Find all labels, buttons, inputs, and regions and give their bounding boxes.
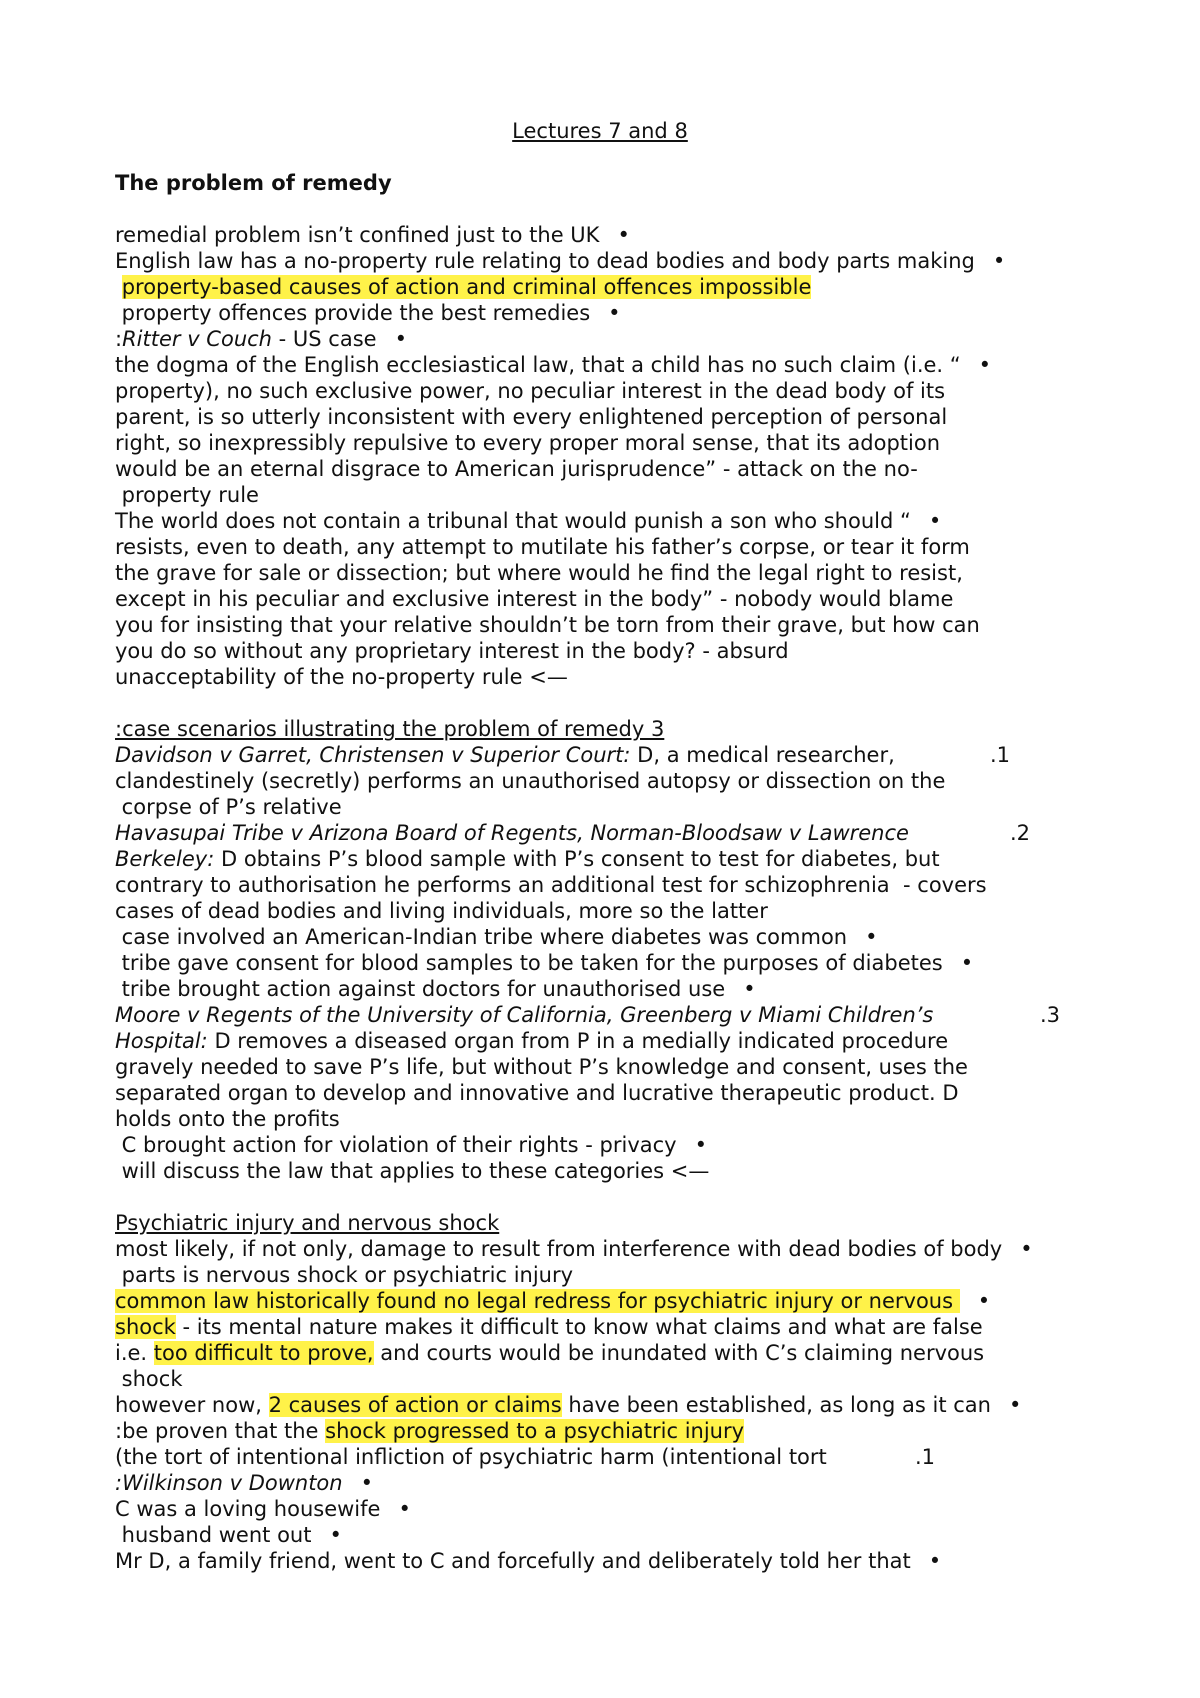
line-text bbox=[115, 950, 943, 976]
text-segment: Wilkinson v Downton bbox=[122, 1471, 343, 1495]
bullet-marker: • bbox=[992, 249, 1006, 273]
text-segment: Psychiatric injury and nervous shock bbox=[115, 1211, 500, 1235]
text-line bbox=[0, 1548, 1200, 1574]
text-segment: tribe brought action against doctors for unauthorised use bbox=[115, 977, 726, 1001]
text-segment: D removes a diseased organ from P in a medially indicated procedure bbox=[207, 1029, 949, 1053]
text-line bbox=[0, 1366, 1200, 1392]
text-line bbox=[0, 846, 1200, 872]
text-segment: Mr D, a family friend, went to C and forcefully and deliberately told her that bbox=[115, 1549, 911, 1573]
line-text bbox=[115, 1002, 933, 1028]
text-segment: : bbox=[115, 327, 123, 351]
text-segment: except in his peculiar and exclusive interest in the body” - nobody would blame bbox=[115, 587, 954, 611]
text-segment: corpse of P’s relative bbox=[115, 795, 342, 819]
text-line bbox=[0, 560, 1200, 586]
line-text bbox=[115, 768, 945, 794]
text-segment: English law has a no-property rule relating to dead bodies and body parts making bbox=[115, 249, 975, 273]
text-segment: and courts would be inundated with C’s claiming nervous bbox=[373, 1341, 985, 1365]
line-text bbox=[115, 638, 789, 664]
bullet-marker: • bbox=[398, 1497, 411, 1521]
line-text bbox=[115, 924, 847, 950]
text-line bbox=[0, 482, 1200, 508]
blank-line bbox=[0, 1184, 1200, 1210]
text-segment: : bbox=[115, 1471, 123, 1495]
bullet-marker: • bbox=[978, 353, 992, 377]
text-line bbox=[0, 378, 1200, 404]
text-line bbox=[0, 872, 1200, 898]
bullet-marker: • bbox=[977, 1289, 991, 1313]
text-line bbox=[0, 664, 1200, 690]
bullet-marker: • bbox=[960, 951, 974, 975]
section-heading: The problem of remedy bbox=[115, 171, 392, 195]
text-line bbox=[0, 586, 1200, 612]
line-text bbox=[115, 1132, 677, 1158]
text-segment: cases of dead bodies and living individuals, more so the latter bbox=[115, 899, 768, 923]
line-text bbox=[115, 1522, 311, 1548]
line-text bbox=[115, 1288, 960, 1314]
text-line bbox=[0, 612, 1200, 638]
text-line bbox=[0, 820, 1200, 846]
bullet-marker: • bbox=[865, 925, 878, 949]
line-text bbox=[115, 1496, 380, 1522]
text-segment: Moore v Regents of the University of California, Greenberg v Miami Children’s bbox=[115, 1003, 934, 1027]
text-segment: unacceptability of the no-property rule <— bbox=[115, 665, 568, 689]
line-text bbox=[115, 1470, 343, 1496]
line-text bbox=[115, 1366, 182, 1392]
bullet-marker: • bbox=[928, 509, 942, 533]
text-line bbox=[0, 1028, 1200, 1054]
text-segment: parent, is so utterly inconsistent with every enlightened perception of personal bbox=[115, 405, 948, 429]
text-line bbox=[0, 1392, 1200, 1418]
text-segment: husband went out bbox=[115, 1523, 312, 1547]
line-text bbox=[115, 612, 980, 638]
text-line bbox=[0, 352, 1200, 378]
line-text bbox=[115, 1106, 340, 1132]
list-number: .1 bbox=[990, 743, 1011, 767]
text-line bbox=[0, 1444, 1200, 1470]
line-text bbox=[115, 820, 909, 846]
text-segment: D, a medical researcher, bbox=[630, 743, 895, 767]
bullet-marker: • bbox=[743, 977, 756, 1001]
text-line bbox=[0, 1496, 1200, 1522]
text-line bbox=[0, 924, 1200, 950]
text-segment: The world does not contain a tribunal that would punish a son who should “ bbox=[115, 509, 911, 533]
text-segment: resists, even to death, any attempt to mutilate his father’s corpse, or tear it form bbox=[115, 535, 970, 559]
text-segment: would be an eternal disgrace to American jurisprudence” - attack on the no- bbox=[115, 457, 918, 481]
text-segment: Berkeley: bbox=[115, 847, 215, 871]
text-line bbox=[0, 274, 1200, 300]
text-segment: property rule bbox=[115, 483, 259, 507]
text-line bbox=[0, 1236, 1200, 1262]
line-text bbox=[115, 586, 953, 612]
line-text bbox=[115, 1054, 968, 1080]
line-text bbox=[115, 1444, 827, 1470]
text-segment: right, so inexpressibly repulsive to every proper moral sense, that its adoption bbox=[115, 431, 941, 455]
text-segment: will discuss the law that applies to these categories <— bbox=[115, 1159, 710, 1183]
text-line bbox=[0, 1054, 1200, 1080]
text-line bbox=[0, 1288, 1200, 1314]
highlighted-text: shock progressed to a psychiatric injury bbox=[325, 1419, 745, 1443]
bullet-marker: • bbox=[617, 223, 630, 247]
list-number: .2 bbox=[1010, 821, 1031, 845]
line-text bbox=[115, 326, 377, 352]
text-line bbox=[0, 222, 1200, 248]
text-line bbox=[0, 1002, 1200, 1028]
text-segment: parts is nervous shock or psychiatric injury bbox=[115, 1263, 574, 1287]
text-line bbox=[0, 768, 1200, 794]
line-text bbox=[115, 404, 947, 430]
text-segment: remedial problem isn’t confined just to the UK bbox=[115, 223, 600, 247]
text-segment: :case scenarios illustrating the problem of remedy 3 bbox=[115, 717, 665, 741]
bullet-marker: • bbox=[608, 301, 621, 325]
text-line bbox=[0, 1158, 1200, 1184]
text-line bbox=[0, 1522, 1200, 1548]
text-line bbox=[0, 326, 1200, 352]
text-segment: :be proven that the bbox=[115, 1419, 326, 1443]
text-segment: Ritter v Couch bbox=[122, 327, 272, 351]
text-segment: (the tort of intentional infliction of psychiatric harm (intentional tort bbox=[115, 1445, 827, 1469]
line-text bbox=[115, 1236, 1002, 1262]
line-text bbox=[115, 1158, 709, 1184]
text-line bbox=[0, 950, 1200, 976]
text-segment: shock bbox=[115, 1367, 183, 1391]
text-line bbox=[0, 638, 1200, 664]
text-line bbox=[0, 1262, 1200, 1288]
text-segment: i.e. bbox=[115, 1341, 154, 1365]
line-text bbox=[115, 1262, 573, 1288]
text-segment: Davidson v Garret, Christensen v Superior Court: bbox=[115, 743, 631, 767]
line-text bbox=[115, 560, 963, 586]
text-segment: - its mental nature makes it difficult to know what claims and what are false bbox=[175, 1315, 983, 1339]
text-segment: D obtains P’s blood sample with P’s consent to test for diabetes, but bbox=[214, 847, 940, 871]
highlighted-text: property-based causes of action and criminal offences impossible bbox=[121, 275, 812, 299]
line-text bbox=[115, 1080, 959, 1106]
text-segment: property offences provide the best remedies bbox=[115, 301, 591, 325]
line-text bbox=[115, 1340, 984, 1366]
text-line bbox=[0, 248, 1200, 274]
list-number: .1 bbox=[915, 1445, 936, 1469]
text-segment: clandestinely (secretly) performs an unauthorised autopsy or dissection on the bbox=[115, 769, 946, 793]
bullet-marker: • bbox=[329, 1523, 342, 1547]
text-segment: contrary to authorisation he performs an additional test for schizophrenia - covers bbox=[115, 873, 987, 897]
line-text bbox=[115, 1548, 911, 1574]
line-text bbox=[115, 794, 342, 820]
text-line bbox=[0, 1470, 1200, 1496]
text-segment: the dogma of the English ecclesiastical law, that a child has no such claim (i.e. “ bbox=[115, 353, 961, 377]
text-line bbox=[0, 1132, 1200, 1158]
highlighted-text: too difficult to prove, bbox=[153, 1341, 374, 1365]
text-segment: gravely needed to save P’s life, but without P’s knowledge and consent, uses the bbox=[115, 1055, 968, 1079]
line-text bbox=[115, 482, 259, 508]
highlighted-text: shock bbox=[115, 1315, 176, 1339]
text-segment: have been established, as long as it can bbox=[561, 1393, 991, 1417]
text-line bbox=[0, 534, 1200, 560]
highlighted-text: 2 causes of action or claims bbox=[268, 1393, 562, 1417]
line-text bbox=[115, 1028, 948, 1054]
line-text bbox=[115, 872, 987, 898]
blank-line bbox=[0, 690, 1200, 716]
line-text bbox=[115, 898, 768, 924]
text-segment: you do so without any proprietary interest in the body? - absurd bbox=[115, 639, 789, 663]
line-text bbox=[115, 1314, 983, 1340]
text-segment: holds onto the profits bbox=[115, 1107, 340, 1131]
bullet-marker: • bbox=[360, 1471, 373, 1495]
line-text bbox=[115, 274, 811, 300]
text-segment: Havasupai Tribe v Arizona Board of Regents, Norman-Bloodsaw v Lawrence bbox=[115, 821, 909, 845]
text-line bbox=[0, 898, 1200, 924]
text-line bbox=[0, 1314, 1200, 1340]
text-segment: Hospital: bbox=[115, 1029, 208, 1053]
text-line bbox=[0, 716, 1200, 742]
line-text bbox=[115, 976, 725, 1002]
text-segment: C brought action for violation of their rights - privacy bbox=[115, 1133, 677, 1157]
text-segment: the grave for sale or dissection; but where would he find the legal right to resist, bbox=[115, 561, 963, 585]
bullet-marker: • bbox=[1008, 1393, 1022, 1417]
bullet-marker: • bbox=[394, 327, 407, 351]
line-text bbox=[115, 846, 940, 872]
line-text bbox=[115, 222, 599, 248]
text-segment: case involved an American-Indian tribe where diabetes was common bbox=[115, 925, 848, 949]
highlighted-text: common law historically found no legal redress for psychiatric injury or nervous bbox=[115, 1289, 960, 1313]
line-text bbox=[115, 456, 918, 482]
bullet-marker: • bbox=[928, 1549, 942, 1573]
text-line bbox=[0, 1210, 1200, 1236]
line-text bbox=[115, 742, 895, 768]
text-line bbox=[0, 742, 1200, 768]
text-line bbox=[0, 430, 1200, 456]
text-line bbox=[0, 1418, 1200, 1444]
text-line bbox=[0, 456, 1200, 482]
text-line bbox=[0, 1080, 1200, 1106]
line-text bbox=[115, 534, 970, 560]
text-line bbox=[0, 1106, 1200, 1132]
line-text bbox=[115, 508, 911, 534]
text-line bbox=[0, 300, 1200, 326]
bullet-marker: • bbox=[694, 1133, 707, 1157]
text-line bbox=[0, 794, 1200, 820]
line-text bbox=[115, 378, 945, 404]
line-text bbox=[115, 1210, 499, 1236]
list-number: .3 bbox=[1040, 1003, 1061, 1027]
text-segment bbox=[115, 275, 122, 299]
text-line bbox=[0, 976, 1200, 1002]
text-line bbox=[0, 508, 1200, 534]
text-line bbox=[0, 1340, 1200, 1366]
text-segment: tribe gave consent for blood samples to be taken for the purposes of diabetes bbox=[115, 951, 943, 975]
line-text bbox=[115, 248, 975, 274]
line-text bbox=[115, 1418, 744, 1444]
line-text bbox=[115, 1392, 991, 1418]
text-segment: C was a loving housewife bbox=[115, 1497, 381, 1521]
text-segment: separated organ to develop and innovative and lucrative therapeutic product. D bbox=[115, 1081, 959, 1105]
text-segment: - US case bbox=[271, 327, 377, 351]
page-title: Lectures 7 and 8 bbox=[512, 119, 688, 143]
line-text bbox=[115, 300, 590, 326]
text-segment: you for insisting that your relative shouldn’t be torn from their grave, but how can bbox=[115, 613, 980, 637]
bullet-marker: • bbox=[1020, 1237, 1033, 1261]
line-text bbox=[115, 664, 568, 690]
text-line bbox=[0, 404, 1200, 430]
text-segment: most likely, if not only, damage to result from interference with dead bodies of body bbox=[115, 1237, 1003, 1261]
text-segment: however now, bbox=[115, 1393, 269, 1417]
line-text bbox=[115, 430, 940, 456]
text-segment: property), no such exclusive power, no peculiar interest in the dead body of its bbox=[115, 379, 946, 403]
line-text bbox=[115, 352, 961, 378]
line-text bbox=[115, 716, 664, 742]
